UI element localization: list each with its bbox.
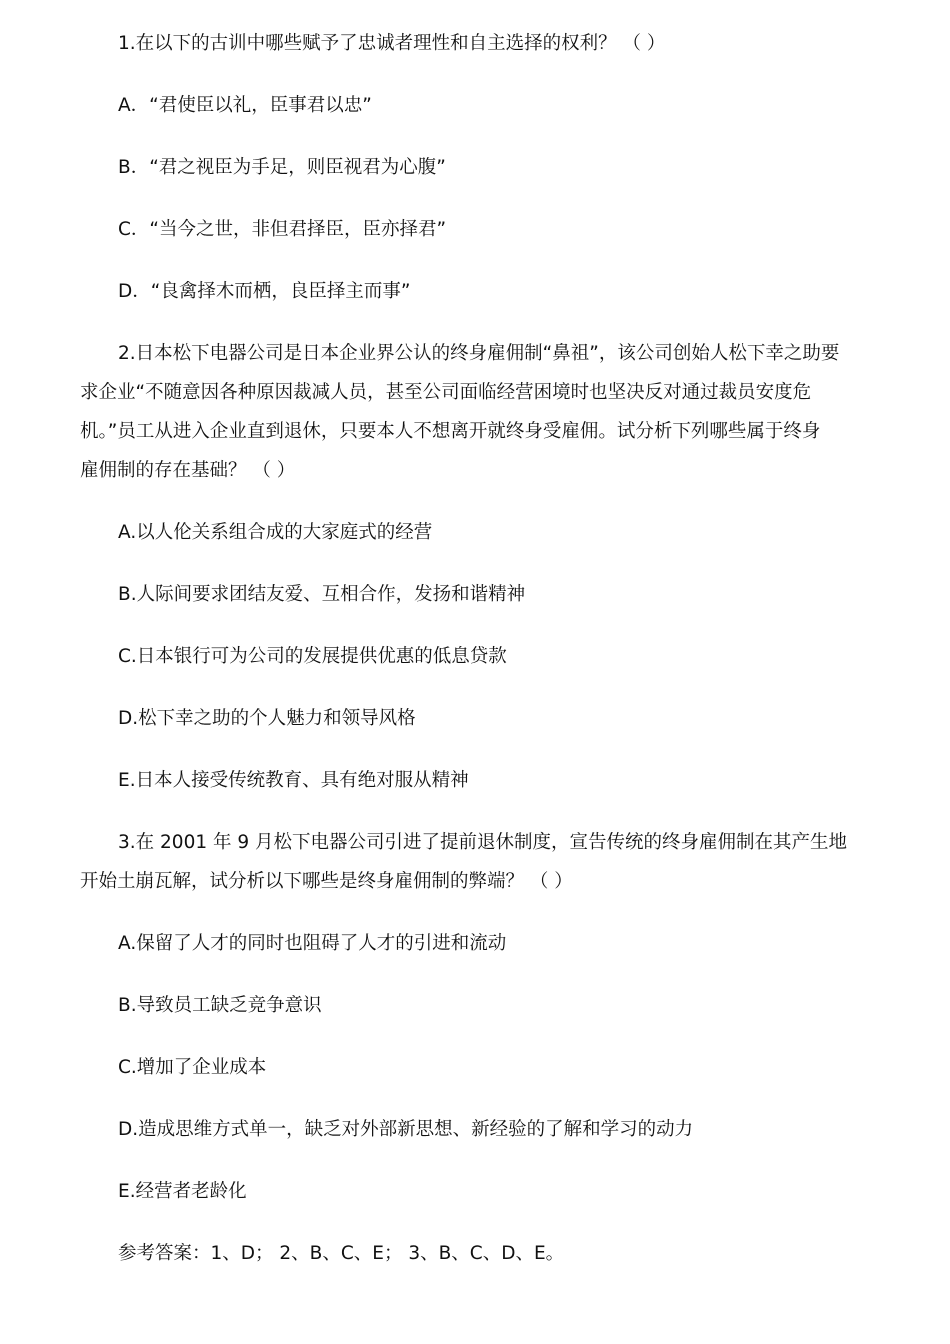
question-3-stem-line-1: 3.在 2001 年 9 月松下电器公司引进了提前退休制度，宣告传统的终身雇佣制在其产生地: [118, 832, 848, 853]
question-3-option-e: E.经营者老龄化: [118, 1181, 247, 1202]
question-2-option-e: E.日本人接受传统教育、具有绝对服从精神: [118, 770, 469, 791]
question-2-option-b: B.人际间要求团结友爱、互相合作，发扬和谐精神: [118, 584, 526, 605]
question-3-option-b: B.导致员工缺乏竞争意识: [118, 995, 322, 1016]
question-3-option-c: C.增加了企业成本: [118, 1057, 267, 1078]
question-1-option-b: B．“君之视臣为手足，则臣视君为心腹”: [118, 157, 446, 178]
question-2-option-a: A.以人伦关系组合成的大家庭式的经营: [118, 522, 433, 543]
question-2-option-c: C.日本银行可为公司的发展提供优惠的低息贷款: [118, 646, 507, 667]
question-3-option-d: D.造成思维方式单一，缺乏对外部新思想、新经验的了解和学习的动力: [118, 1119, 694, 1140]
question-1-option-c: C．“当今之世，非但君择臣，臣亦择君”: [118, 219, 447, 240]
question-3-option-a: A.保留了人才的同时也阻碍了人才的引进和流动: [118, 933, 507, 954]
question-1-stem: 1.在以下的古训中哪些赋予了忠诚者理性和自主选择的权利？ （ ）: [118, 33, 666, 54]
question-2-option-d: D.松下幸之助的个人魅力和领导风格: [118, 708, 416, 729]
question-2-stem-line-1: 2.日本松下电器公司是日本企业界公认的终身雇佣制“鼻祖”，该公司创始人松下幸之助要: [118, 343, 840, 364]
reference-answer: 参考答案：1、D； 2、B、C、E； 3、B、C、D、E。: [118, 1243, 565, 1264]
question-3-stem-line-2: 开始土崩瓦解，试分析以下哪些是终身雇佣制的弊端？ （ ）: [80, 871, 573, 892]
question-2-stem-line-3: 机。”员工从进入企业直到退休，只要本人不想离开就终身受雇佣。试分析下列哪些属于终身: [80, 421, 821, 442]
question-1-option-d: D．“良禽择木而栖，良臣择主而事”: [118, 281, 411, 302]
question-2-stem-line-2: 求企业“不随意因各种原因裁减人员，甚至公司面临经营困境时也坚决反对通过裁员安度危: [80, 382, 812, 403]
question-2-stem-line-4: 雇佣制的存在基础？ （ ）: [80, 460, 296, 481]
question-1-option-a: A．“君使臣以礼，臣事君以忠”: [118, 95, 372, 116]
